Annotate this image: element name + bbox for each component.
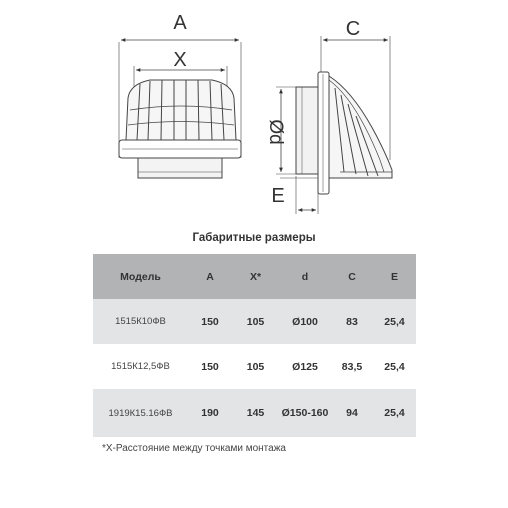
table-row	[93, 344, 416, 389]
dimension-a-label: A	[173, 12, 187, 34]
table-row	[93, 389, 416, 437]
cell-e: 25,4	[373, 389, 416, 437]
dimension-c-label: C	[345, 18, 361, 40]
cell-d: Ø125	[292, 360, 318, 373]
header-model: Модель	[93, 254, 188, 299]
table-title: Габаритные размеры	[192, 232, 316, 244]
table-header-row	[93, 254, 416, 299]
footnote: *X-Расстояние между точками монтажа	[102, 443, 286, 454]
cell-d: Ø100	[279, 299, 331, 344]
header-e: E	[373, 254, 416, 299]
cell-c: 94	[331, 389, 373, 437]
dimensions-table	[93, 254, 416, 437]
cell-a: 190	[188, 389, 232, 437]
table-row	[93, 299, 416, 344]
cell-model: 1515К10ФВ	[93, 299, 188, 344]
cell-x: 105	[246, 360, 265, 373]
cell-a: 150	[188, 299, 232, 344]
header-d: d	[279, 254, 331, 299]
header-a: A	[188, 254, 232, 299]
cell-a: 150	[201, 360, 219, 373]
side-view	[276, 36, 392, 214]
cell-model: 1919К15.16ФВ	[93, 389, 188, 437]
cell-c: 83,5	[341, 360, 363, 373]
technical-drawing	[0, 0, 508, 230]
cell-x: 105	[232, 299, 279, 344]
cell-d: Ø150-160	[279, 389, 331, 437]
dimension-x-label: X	[173, 49, 187, 71]
dimension-e-label: E	[271, 185, 285, 207]
cell-x: 145	[232, 389, 279, 437]
header-c: C	[331, 254, 373, 299]
dimension-d-label: Ød	[265, 119, 286, 145]
cell-model: 1515К12,5ФВ	[111, 361, 170, 372]
cell-c: 83	[331, 299, 373, 344]
header-x: X*	[232, 254, 279, 299]
cell-e: 25,4	[373, 299, 416, 344]
cell-e: 25,4	[384, 360, 405, 373]
